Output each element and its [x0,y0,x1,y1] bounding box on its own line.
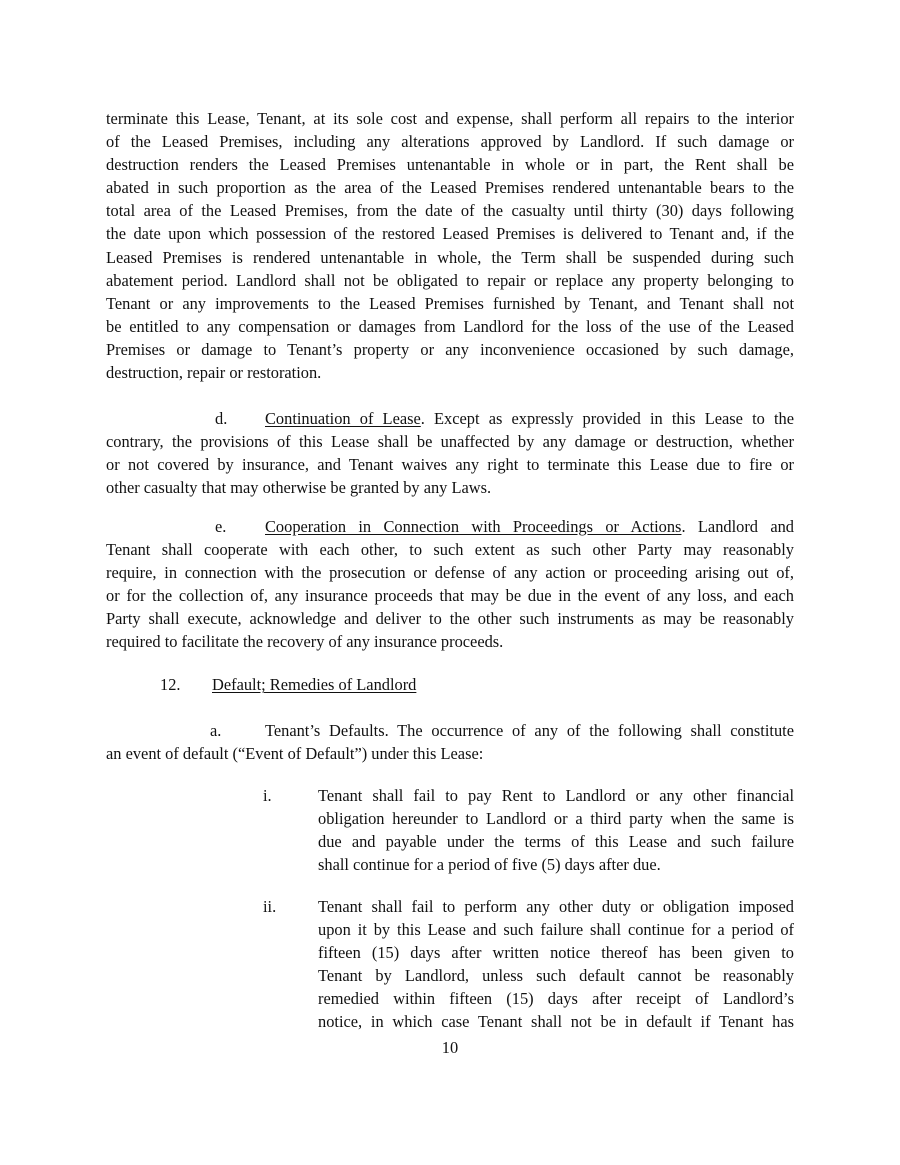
page-number: 10 [441,1038,459,1057]
section-d-first-text: . Except as expressly provided in this Lease to the [420,409,794,428]
item-ii [263,895,794,1034]
text-line: total area of the Leased Premises, from the date of the casualty until thirty (30) days following [106,201,794,221]
text-line: Leased Premises is rendered untenantable in whole, the Term shall be suspended during such [106,247,794,267]
item-i-label: i. [263,786,272,805]
section-d-body [106,430,794,499]
text-line: remedied within fifteen (15) days after receipt of Landlord’s [318,989,794,1009]
section-d-label: d. [215,409,228,428]
text-line: Premises or damage to Tenant’s property or any inconvenience occasioned by such damage, [106,339,794,359]
text-line: other casualty that may otherwise be granted by any Laws. [106,478,492,498]
text-line: abatement period. Landlord shall not be obligated to repair or replace any property belonging to [106,270,794,290]
section-e-body [106,538,794,653]
text-line: Tenant shall fail to pay Rent to Landlord or any other financial [318,786,794,805]
item-i [263,784,794,876]
item-ii-body [318,895,794,1034]
text-line: or for the collection of, any insurance proceeds that may be due in the event of any loss, and each [106,586,794,606]
text-line: an event of default (“Event of Default”) under this Lease: [106,744,484,764]
section-12a-first-line: Tenant’s Defaults. The occurrence of any of the following shall constitute [265,721,794,740]
text-line: destruction renders the Leased Premises untenantable in whole or in part, the Rent shall be [106,155,794,175]
text-line: required to facilitate the recovery of any insurance proceeds. [106,632,504,652]
section-d-first-line [265,407,794,430]
section-d-continuation-of-lease [106,407,794,499]
text-line: upon it by this Lease and such failure shall continue for a period of [318,920,794,940]
text-line: shall continue for a period of five (5) days after due. [318,855,661,875]
section-12-label: 12. [160,675,181,694]
section-d-heading: Continuation of Lease [265,409,421,428]
text-line: destruction, repair or restoration. [106,363,322,383]
text-line: Tenant or any improvements to the Leased Premises furnished by Tenant, and Tenant shall not [106,293,794,313]
text-line: due and payable under the terms of this Lease and such failure [318,832,794,852]
section-12a-label: a. [210,721,222,740]
text-line: obligation hereunder to Landlord or a third party when the same is [318,809,794,829]
text-line: contrary, the provisions of this Lease shall be unaffected by any damage or destruction, whether [106,432,794,452]
item-i-body [318,784,794,876]
text-line: or not covered by insurance, and Tenant waives any right to terminate this Lease due to fire or [106,455,794,475]
section-e-first-text: . Landlord and [681,517,794,536]
text-line: be entitled to any compensation or damages from Landlord for the loss of the use of the Leased [106,316,794,336]
item-ii-label: ii. [263,897,277,916]
text-line: Tenant shall cooperate with each other, to such extent as such other Party may reasonably [106,540,794,560]
section-e-first-line [265,515,794,538]
section-12-heading: Default; Remedies of Landlord [212,675,417,694]
carry-over-paragraph [106,107,794,384]
section-e-label: e. [215,517,227,536]
text-line: terminate this Lease, Tenant, at its sole cost and expense, shall perform all repairs to the interior [106,109,794,128]
text-line: fifteen (15) days after written notice thereof has been given to [318,943,794,963]
text-line: the date upon which possession of the restored Leased Premises is delivered to Tenant and, if the [106,224,794,244]
text-line: Tenant shall fail to perform any other duty or obligation imposed [318,897,794,916]
section-12a-body [106,742,794,765]
section-e-cooperation [106,515,794,654]
text-line: Party shall execute, acknowledge and deliver to the other such instruments as may be reasonably [106,609,794,629]
section-e-heading: Cooperation in Connection with Proceedings or Actions [265,517,682,536]
text-line: require, in connection with the prosecution or defense of any action or proceeding arising out of, [106,563,794,583]
text-line: abated in such proportion as the area of the Leased Premises rendered untenantable bears to the [106,178,794,198]
text-line: notice, in which case Tenant shall not be in default if Tenant has [318,1012,794,1032]
text-line: Tenant by Landlord, unless such default cannot be reasonably [318,966,794,986]
text-line: of the Leased Premises, including any alterations approved by Landlord. If such damage or [106,132,794,152]
section-12a-tenants-defaults [106,719,794,765]
